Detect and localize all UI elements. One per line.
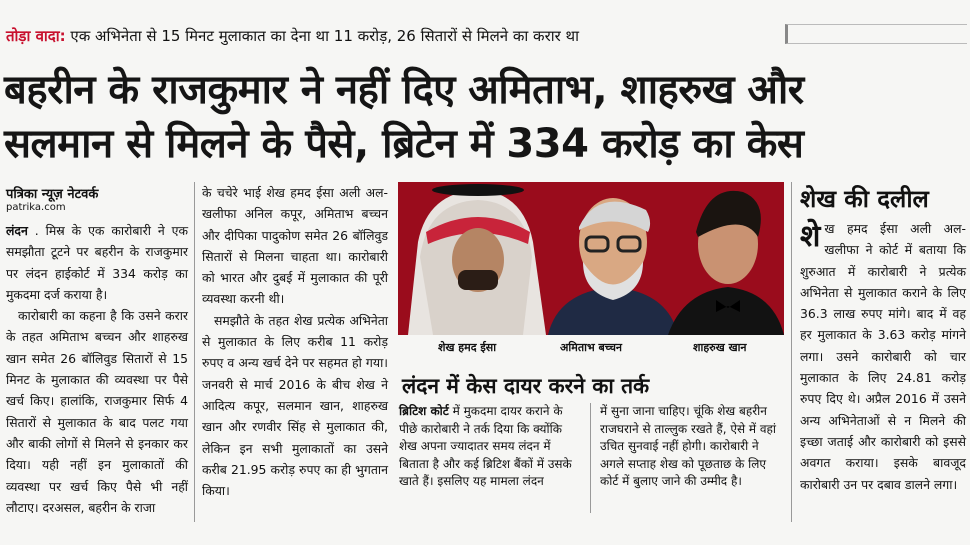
paragraph-text: ख हमद ईसा अली अल-खलीफा ने कोर्ट में बताया कि शुरुआत में कारोबारी ने प्रत्येक अभिनेता से मुलाकात कराने के लिए 36.3 लाख रुपए मांगे। बाद में वह हर मुलाकात के 3.63 करोड़ मांगने लगा। उसने कारोबारी को चार मुलाकात के लिए 24.81 करोड़ रुपए दिए थे। अप्रैल 2016 में उसने अन्य अभिनेताओं से न मिलने की इच्छा जताई और कारोबारी को इससे अवगत कराया। इसके बावजूद कारोबारी उन पर दबाव डालने लगा। bbox=[800, 221, 966, 492]
paragraph-text: . मिस्र के एक कारोबारी ने एक समझौता टूटने पर बहरीन के राजकुमार पर लंदन हाईकोर्ट में 334 करोड़ का मुकदमा दर्ज कराया है। bbox=[6, 223, 188, 302]
sheikh-argument-body bbox=[800, 218, 966, 495]
photo-collage bbox=[398, 182, 784, 335]
column-divider bbox=[590, 403, 591, 513]
kicker-rule bbox=[785, 24, 967, 44]
paragraph bbox=[6, 220, 188, 305]
article-column-1 bbox=[6, 220, 188, 518]
article-column-2 bbox=[202, 182, 388, 501]
london-column-2: में सुना जाना चाहिए। चूंकि शेख बहरीन राजघराने से ताल्लुक रखते हैं, ऐसे में वहां उचित सुनवाई नहीं होगी। कारोबारी ने अगले सप्ताह शेख को पूछताछ के लिए कोर्ट में बुलाए जाने की उम्मीद है। bbox=[600, 404, 777, 488]
headline-line-2: सलमान से मिलने के पैसे, ब्रिटेन में 334 करोड़ का केस bbox=[4, 121, 804, 167]
column-divider bbox=[194, 182, 195, 522]
photo-caption: अमिताभ बच्चन bbox=[560, 341, 623, 354]
drop-cap: शे bbox=[800, 219, 821, 254]
kicker-line bbox=[6, 26, 579, 46]
kicker-text: एक अभिनेता से 15 मिनट मुलाकात का देना था 11 करोड़, 26 सितारों से मिलने का करार था bbox=[65, 27, 579, 45]
paragraph: के चचेरे भाई शेख हमद ईसा अली अल-खलीफा अनिल कपूर, अमिताभ बच्चन और दीपिका पादुकोण समेत 26 बॉलिवुड सितारों से मिलना चाहता था। कारोबारी को भारत और दुबई में मुलाकात की पूरी व्यवस्था करनी थी। bbox=[202, 185, 388, 307]
paragraph: कारोबारी का कहना है कि उसने करार के तहत अमिताभ बच्चन और शाहरुख खान समेत 26 बॉलिवुड सितारों से 15 मिनट के मुलाकात की व्यवस्था पर पैसे खर्च किए। हालांकि, राजकुमार सिर्फ 4 सितारों से मुलाकात के बाद पलट गया और बाकी लोगों से मिलने से इनकार कर दिया। यही नहीं इन मुलाकातों की व्यवस्था पर खर्च किए पैसे भी नहीं लौटाए। दरअसल, बहरीन के राजा bbox=[6, 308, 188, 515]
column-divider bbox=[791, 182, 792, 522]
dateline-place: लंदन bbox=[6, 223, 28, 238]
byline-site: patrika.com bbox=[6, 202, 66, 213]
paragraph: समझौते के तहत शेख प्रत्येक अभिनेता से मुलाकात के लिए करीब 11 करोड़ रुपए व अन्य खर्च देने पर सहमत हो गया। जनवरी से मार्च 2016 के बीच शेख ने आदित्य कपूर, सलमान खान, शाहरुख खान और रणवीर सिंह से मुलाकात की, लेकिन इन सभी मुलाकातों का उसने करीब 21.95 करोड़ रुपए का ही भुगतान किया। bbox=[202, 312, 388, 499]
london-column-1 bbox=[399, 403, 579, 491]
photo-illustration bbox=[398, 182, 784, 335]
lead-in: ब्रिटिश कोर्ट bbox=[399, 404, 449, 418]
london-section-title: लंदन में केस दायर करने का तर्क bbox=[402, 374, 650, 398]
photo-caption: शेख हमद ईसा bbox=[438, 341, 497, 354]
sheikh-argument-title: शेख की दलील bbox=[800, 185, 929, 213]
byline-agency: पत्रिका न्यूज़ नेटवर्क bbox=[6, 187, 99, 202]
kicker-tag: तोड़ा वादा: bbox=[6, 27, 66, 45]
photo-caption: शाहरुख खान bbox=[693, 341, 747, 354]
paragraph-text: में मुकदमा दायर कराने के पीछे कारोबारी ने तर्क दिया कि क्योंकि शेख अपना ज्यादातर समय लंदन में बिताता है और कई ब्रिटिश बैंकों में उसके खाते हैं। इसलिए यह मामला लंदन bbox=[399, 404, 572, 488]
headline-line-1: बहरीन के राजकुमार ने नहीं दिए अमिताभ, शाहरुख और bbox=[4, 67, 804, 113]
